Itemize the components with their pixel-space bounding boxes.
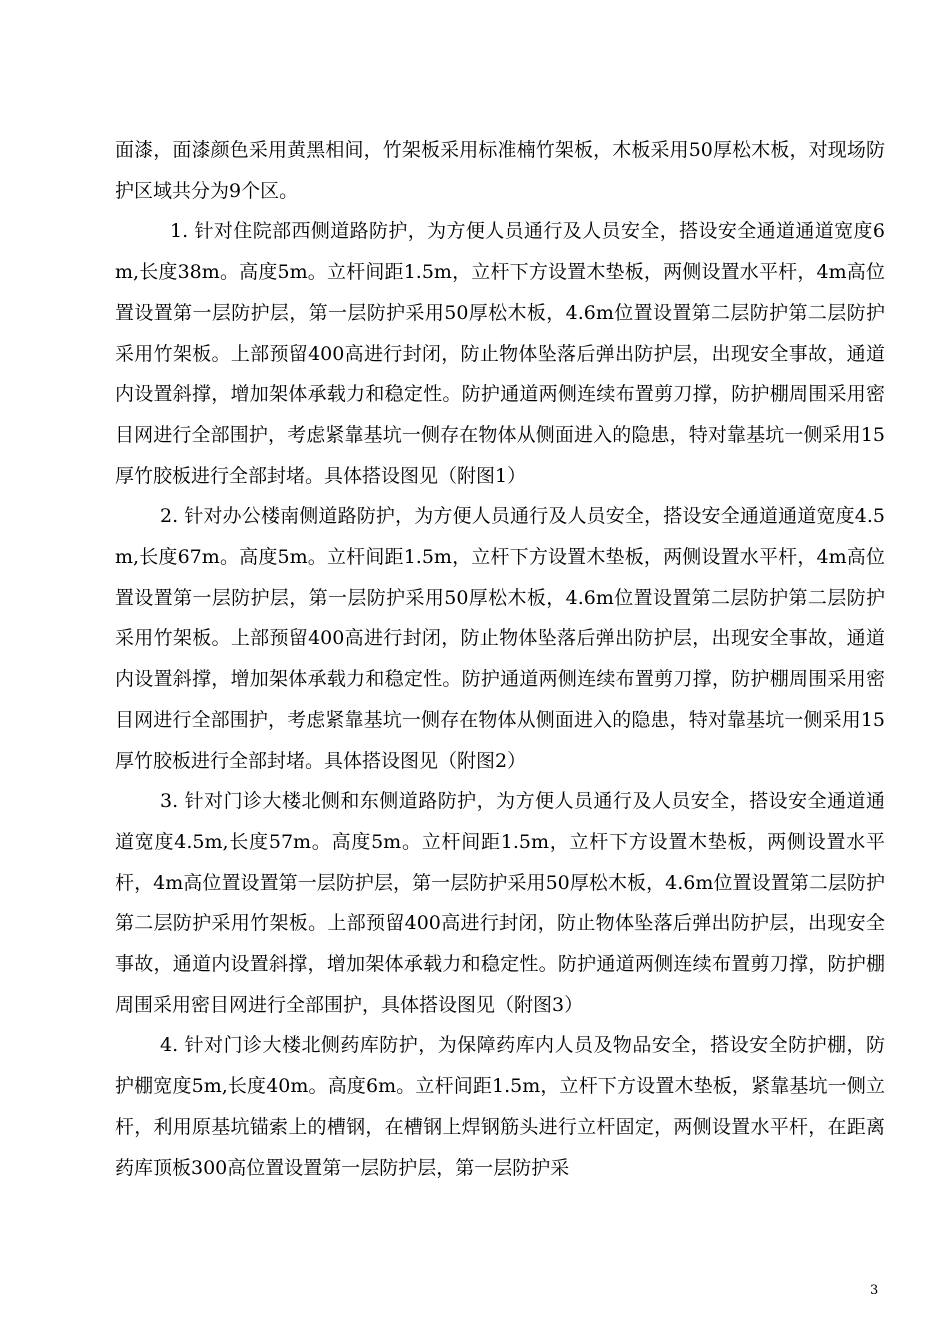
paragraph-item-3: 3. 针对门诊大楼北侧和东侧道路防护，为方便人员通行及人员安全，搭设安全通道通道宽度4.5m,长度57m。高度5m。立杆间距1.5m，立杆下方设置木垫板，两侧设置水平杆，4m高位置设置第一层防护层，第一层防护采用50厚松木板，4.6m位置设置第二层防护第二层防护采用竹架板。上部预留400高进行封闭，防止物体坠落后弹出防护层，出现安全事故，通道内设置斜撑，增加架体承载力和稳定性。防护通道两侧连续布置剪刀撑，防护棚周围采用密目网进行全部围护，具体搭设图见（附图3） bbox=[115, 790, 885, 1016]
paragraph-item-2: 2. 针对办公楼南侧道路防护，为方便人员通行及人员安全，搭设安全通道通道宽度4.5m,长度67m。高度5m。立杆间距1.5m，立杆下方设置木垫板，两侧设置水平杆，4m高位置设置第一层防护层，第一层防护采用50厚松木板，4.6m位置设置第二层防护第二层防护采用竹架板。上部预留400高进行封闭，防止物体坠落后弹出防护层，出现安全事故，通道内设置斜撑，增加架体承载力和稳定性。防护通道两侧连续布置剪刀撑，防护棚周围采用密目网进行全部围护，考虑紧靠基坑一侧存在物体从侧面进入的隐患，特对靠基坑一侧采用15厚竹胶板进行全部封堵。具体搭设图见（附图2） bbox=[115, 505, 885, 772]
page-number: 3 bbox=[870, 1283, 879, 1298]
paragraph-item-1: 1. 针对住院部西侧道路防护，为方便人员通行及人员安全，搭设安全通道通道宽度6m,长度38m。高度5m。立杆间距1.5m，立杆下方设置木垫板，两侧设置水平杆，4m高位置设置第一层防护层，第一层防护采用50厚松木板，4.6m位置设置第二层防护第二层防护采用竹架板。上部预留400高进行封闭，防止物体坠落后弹出防护层，出现安全事故，通道内设置斜撑，增加架体承载力和稳定性。防护通道两侧连续布置剪刀撑，防护棚周围采用密目网进行全部围护，考虑紧靠基坑一侧存在物体从侧面进入的隐患，特对靠基坑一侧采用15厚竹胶板进行全部封堵。具体搭设图见（附图1） bbox=[115, 220, 885, 487]
document-body bbox=[115, 130, 885, 1188]
paragraph-continuation: 面漆，面漆颜色采用黄黑相间，竹架板采用标准楠竹架板，木板采用50厚松木板，对现场防护区域共分为9个区。 bbox=[115, 139, 885, 202]
paragraph-item-4: 4. 针对门诊大楼北侧药库防护，为保障药库内人员及物品安全，搭设安全防护棚，防护棚宽度5m,长度40m。高度6m。立杆间距1.5m，立杆下方设置木垫板，紧靠基坑一侧立杆，利用原基坑锚索上的槽钢，在槽钢上焊钢筋头进行立杆固定，两侧设置水平杆，在距离药库顶板300高位置设置第一层防护层，第一层防护采 bbox=[115, 1034, 885, 1179]
